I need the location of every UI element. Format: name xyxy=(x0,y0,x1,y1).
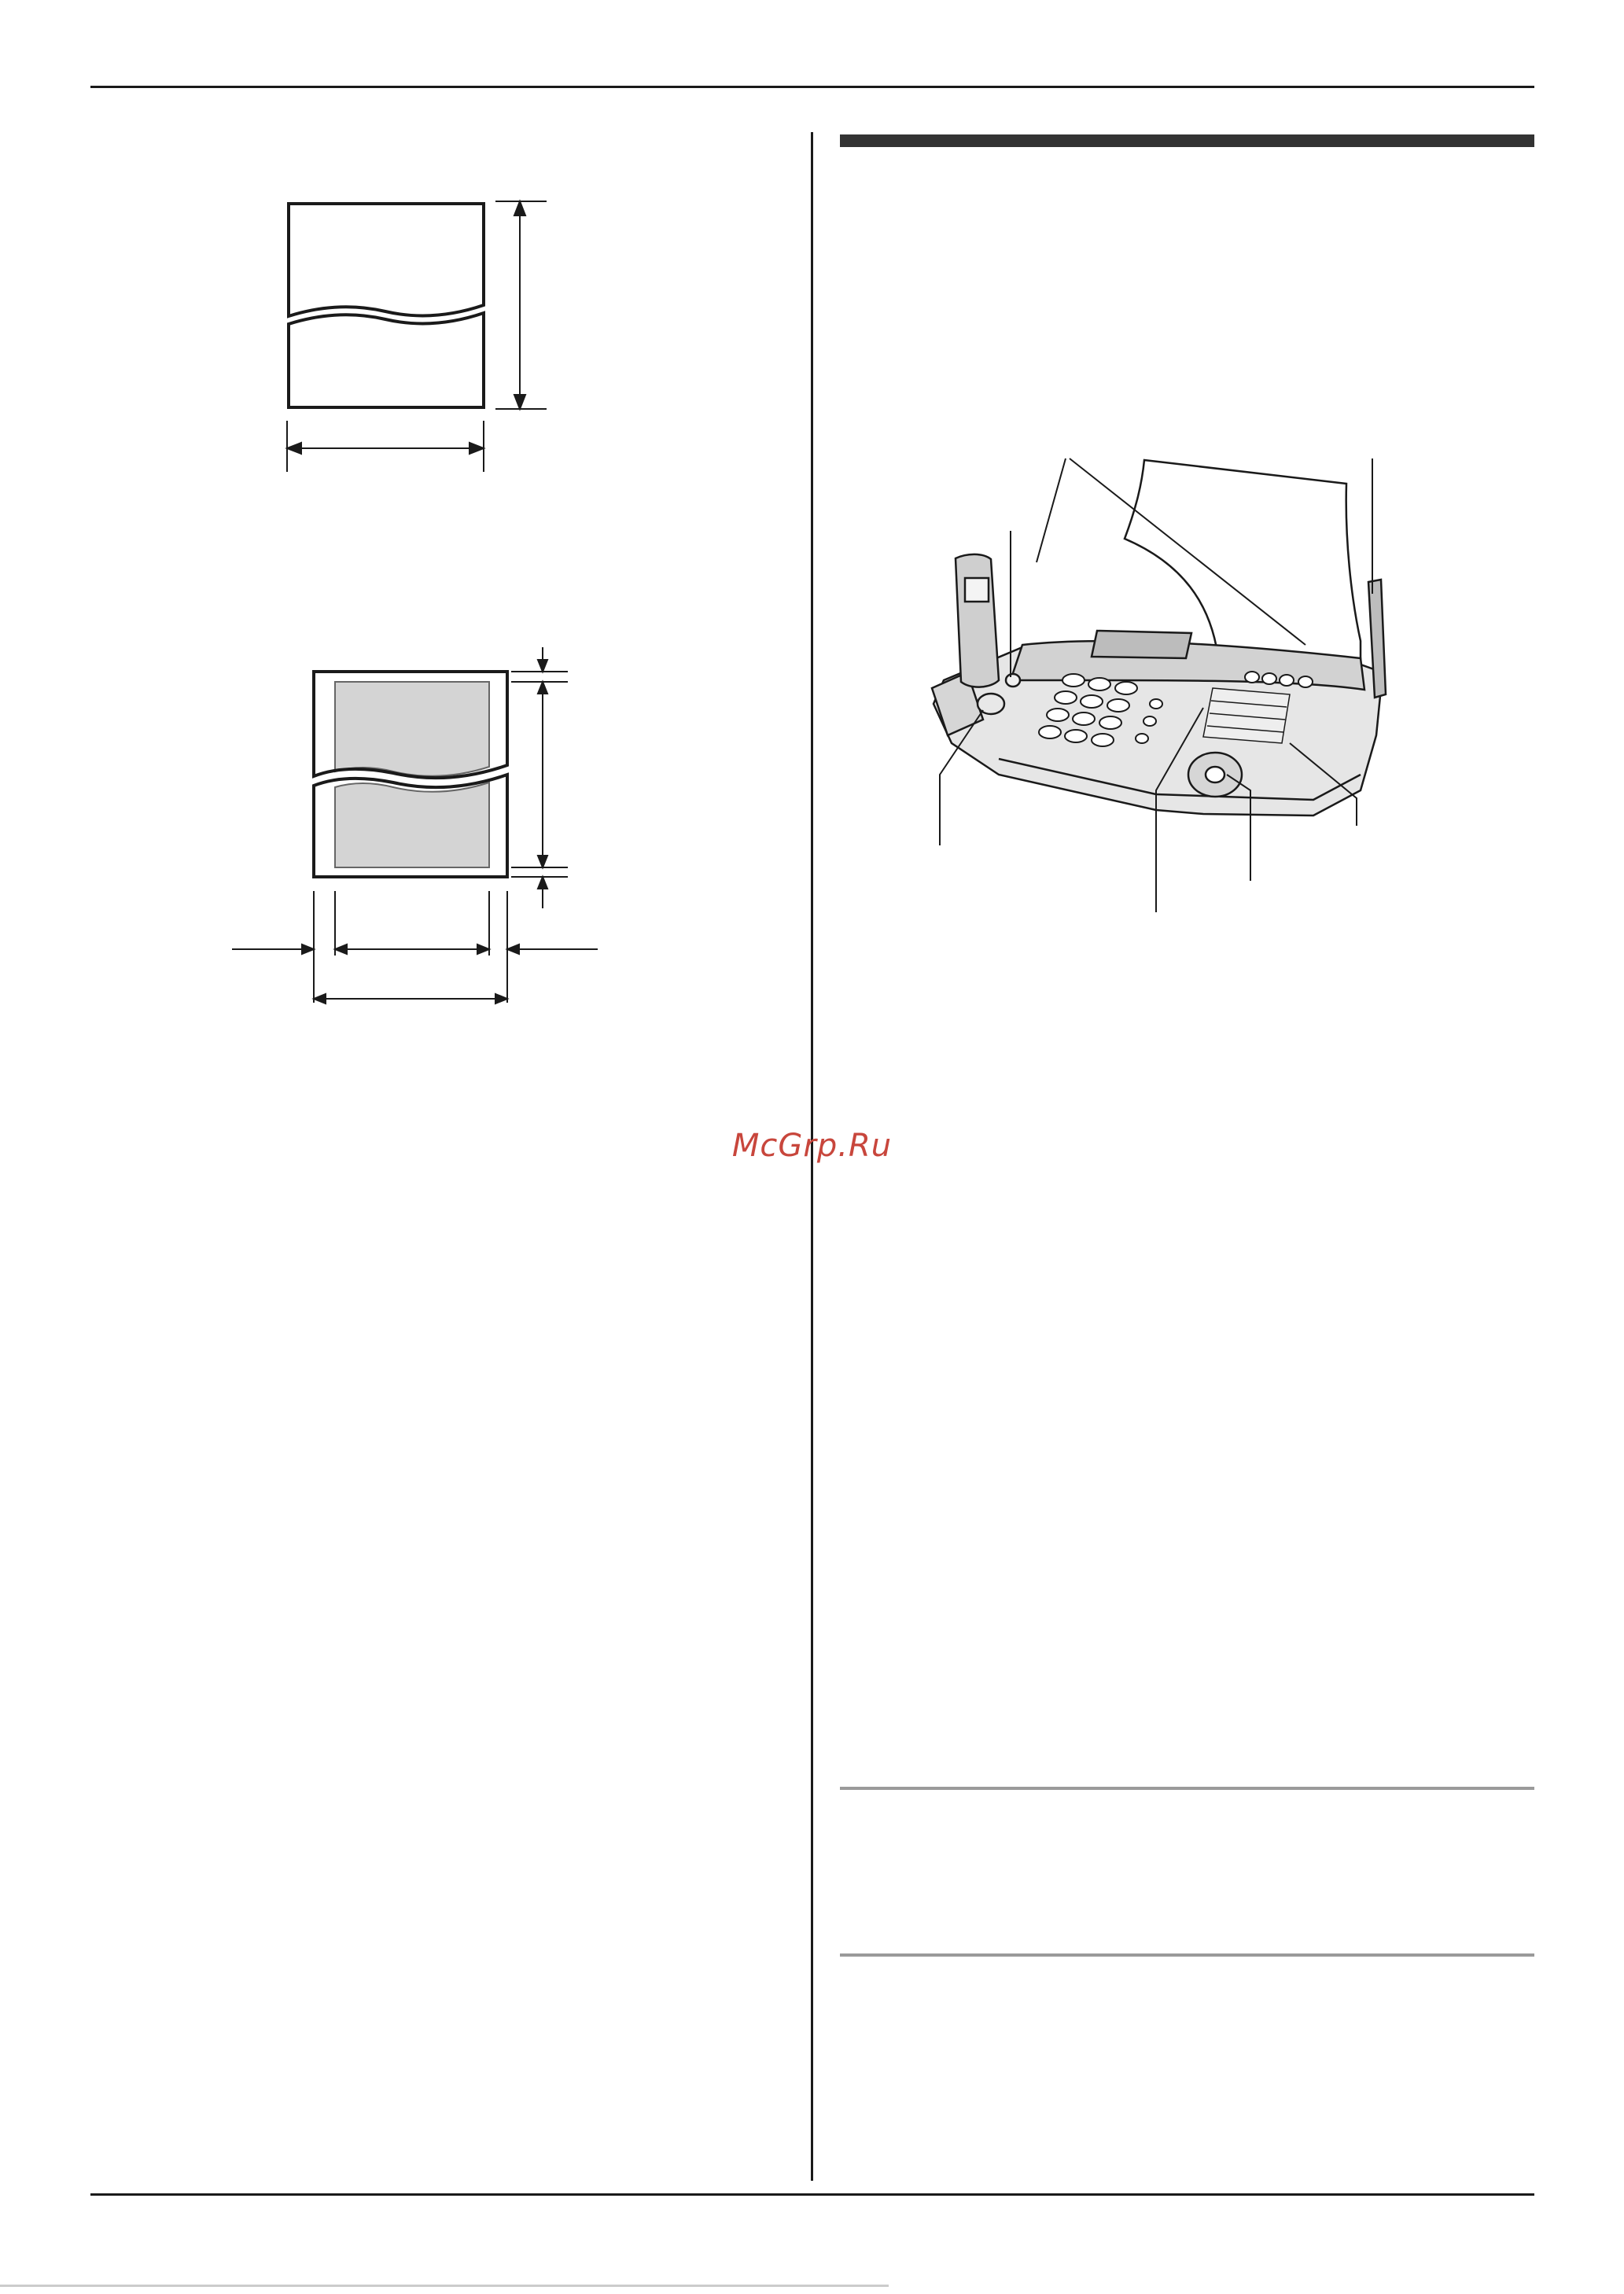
scanning-area-figure xyxy=(228,641,606,1011)
watermark-text: McGrp.Ru xyxy=(731,1128,893,1164)
subsection-rule xyxy=(840,1953,1534,1957)
document-size-figure xyxy=(275,189,574,480)
arrowhead-icon xyxy=(495,994,507,1003)
page-outline-upper xyxy=(289,204,484,316)
arrowhead-icon xyxy=(477,944,489,954)
station-keys xyxy=(1203,688,1290,743)
subsection-rule xyxy=(840,1787,1534,1790)
top-rule xyxy=(90,86,1534,88)
arrowhead-icon xyxy=(514,395,525,409)
page-outline-lower xyxy=(289,313,484,407)
arrowhead-icon xyxy=(314,994,326,1003)
scan-area-lower xyxy=(335,782,489,867)
leader-line xyxy=(1037,458,1066,562)
arrowhead-icon xyxy=(507,944,519,954)
arrowhead-icon xyxy=(287,443,301,454)
fax-machine-illustration xyxy=(920,444,1431,924)
arrowhead-icon xyxy=(538,682,547,694)
arrowhead-icon xyxy=(470,443,484,454)
footer-scrap-line xyxy=(0,2285,889,2287)
arrowhead-icon xyxy=(538,877,547,889)
arrowhead-icon xyxy=(538,660,547,672)
lcd-display xyxy=(1092,631,1191,658)
arrowhead-icon xyxy=(335,944,347,954)
handset-screen xyxy=(965,578,989,602)
arrowhead-icon xyxy=(538,856,547,867)
scan-area-upper xyxy=(335,682,489,776)
arrowhead-icon xyxy=(514,201,525,215)
bottom-rule xyxy=(90,2193,1534,2196)
arrowhead-icon xyxy=(302,944,314,954)
section-heading-bar xyxy=(840,134,1534,147)
handset-locator-button xyxy=(1006,674,1020,687)
handset xyxy=(956,554,999,687)
navigator-center xyxy=(1206,767,1224,782)
